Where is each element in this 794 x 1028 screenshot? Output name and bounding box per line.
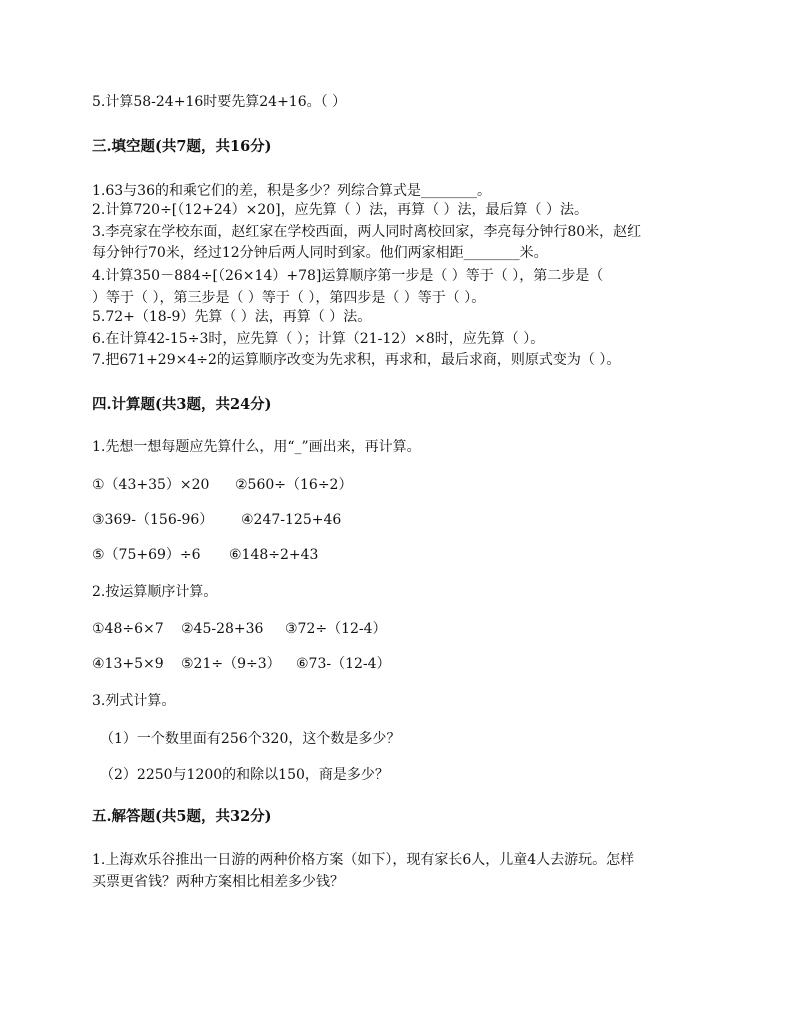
calc-q1-expr-2: ②560÷（16÷2） — [235, 477, 353, 493]
judgement-item-5: 5.计算58-24+16时要先算24+16。（ ） — [92, 94, 347, 110]
fill-item-3-line2: 每分钟行70米，经过12分钟后两人同时到家。他们两家相距________米。 — [92, 245, 548, 261]
fill-item-5: 5.72+（18-9）先算（ ）法，再算（ ）法。 — [92, 309, 372, 325]
fill-item-7: 7.把671+29×4÷2的运算顺序改变为先求积，再求和，最后求商，则原式变为（ ）。 — [92, 352, 621, 368]
fill-item-1: 1.63与36的和乘它们的差，积是多少？列综合算式是________。 — [92, 183, 491, 199]
calc-q2-expr-5: ⑤21÷（9÷3） — [181, 656, 281, 672]
section-5-heading: 五.解答题(共5题，共32分) — [92, 808, 272, 825]
fill-item-6: 6.在计算42-15÷3时，应先算（ ）；计算（21-12）×8时，应先算（ ）。 — [92, 331, 545, 347]
calc-q1-expr-6: ⑥148÷2+43 — [229, 547, 319, 563]
answer-q1-line2: 买票更省钱？两种方案相比相差多少钱？ — [92, 874, 344, 890]
calc-q1-expr-4: ④247-125+46 — [241, 512, 342, 528]
answer-q1-line1: 1.上海欢乐谷推出一日游的两种价格方案（如下），现有家长6人，儿童4人去游玩。怎样 — [92, 852, 635, 868]
calc-q1-expr-5: ⑤（75+69）÷6 — [92, 547, 201, 563]
calc-q2-prompt: 2.按运算顺序计算。 — [92, 584, 218, 600]
section-3-heading: 三.填空题(共7题，共16分) — [92, 138, 272, 155]
calc-q3-sub-2: （2）2250与1200的和除以150，商是多少？ — [100, 767, 389, 783]
calc-q1-expr-1: ①（43+35）×20 — [92, 477, 210, 493]
calc-q2-expr-3: ③72÷（12-4） — [285, 621, 387, 637]
fill-item-3-line1: 3.李亮家在学校东面，赵红家在学校西面，两人同时离校回家，李亮每分钟行80米，赵红 — [92, 224, 642, 240]
calc-q2-expr-4: ④13+5×9 — [92, 656, 164, 672]
section-4-heading: 四.计算题(共3题，共24分) — [92, 396, 272, 413]
calc-q3-prompt: 3.列式计算。 — [92, 693, 176, 709]
fill-item-4-line1: 4.计算350－884÷[（26×14）+78]运算顺序第一步是（ ）等于（ ），第二步是（ — [92, 268, 604, 284]
calc-q2-expr-2: ②45-28+36 — [181, 621, 264, 637]
fill-item-2: 2.计算720÷[（12+24）×20]，应先算（ ）法，再算（ ）法，最后算（ ）法。 — [92, 202, 588, 218]
calc-q1-prompt: 1.先想一想每题应先算什么，用“_”画出来，再计算。 — [92, 439, 421, 455]
calc-q1-expr-3: ③369-（156-96） — [92, 512, 214, 528]
calc-q3-sub-1: （1）一个数里面有256个320，这个数是多少？ — [100, 731, 401, 747]
calc-q2-expr-6: ⑥73-（12-4） — [296, 656, 391, 672]
calc-q2-expr-1: ①48÷6×7 — [92, 621, 164, 637]
fill-item-4-line2: ）等于（ ），第三步是（ ）等于（ ），第四步是（ ）等于（ ）。 — [92, 290, 486, 306]
